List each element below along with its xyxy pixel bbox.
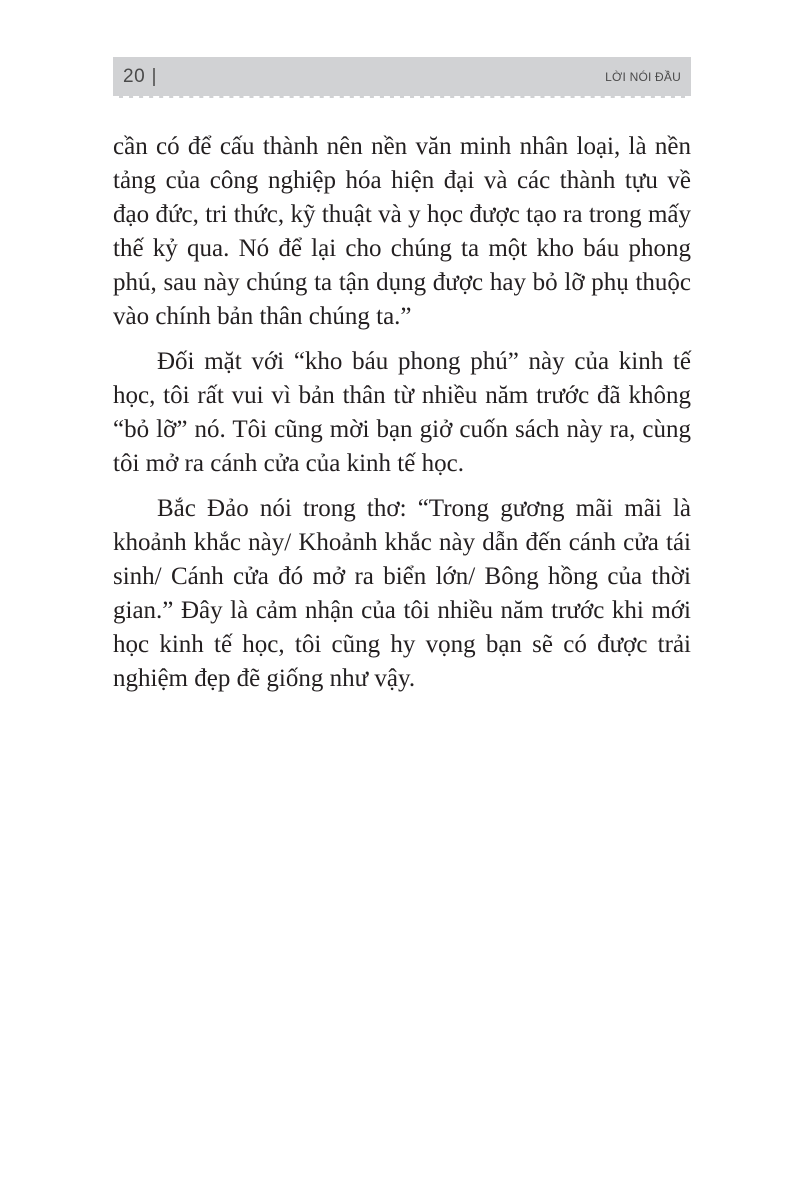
page-header (113, 57, 691, 98)
running-title: LỜI NÓI ĐẦU (605, 70, 681, 84)
paragraph-3: Bắc Đảo nói trong thơ: “Trong gương mãi mãi là khoảnh khắc này/ Khoảnh khắc này dẫn đến cánh cửa tái sinh/ Cánh cửa đó mở ra biển lớn/ Bông hồng của thời gian.” Đây là cảm nhận của tôi nhiều năm trước khi mới học kinh tế học, tôi cũng hy vọng bạn sẽ có được trải nghiệm đẹp đẽ giống như vậy. (113, 495, 691, 692)
body-text (113, 130, 691, 707)
page-number-separator (153, 68, 155, 86)
page-number: 20 (123, 66, 146, 87)
paragraph-2: Đối mặt với “kho báu phong phú” này của kinh tế học, tôi rất vui vì bản thân từ nhiều năm trước đã không “bỏ lỡ” nó. Tôi cũng mời bạn giở cuốn sách này ra, cùng tôi mở ra cánh cửa của kinh tế học. (113, 348, 691, 477)
paragraph-1: cần có để cấu thành nên nền văn minh nhân loại, là nền tảng của công nghiệp hóa hiện đại và các thành tựu về đạo đức, tri thức, kỹ thuật và y học được tạo ra trong mấy thế kỷ qua. Nó để lại cho chúng ta một kho báu phong phú, sau này chúng ta tận dụng được hay bỏ lỡ phụ thuộc vào chính bản thân chúng ta.” (113, 133, 691, 330)
